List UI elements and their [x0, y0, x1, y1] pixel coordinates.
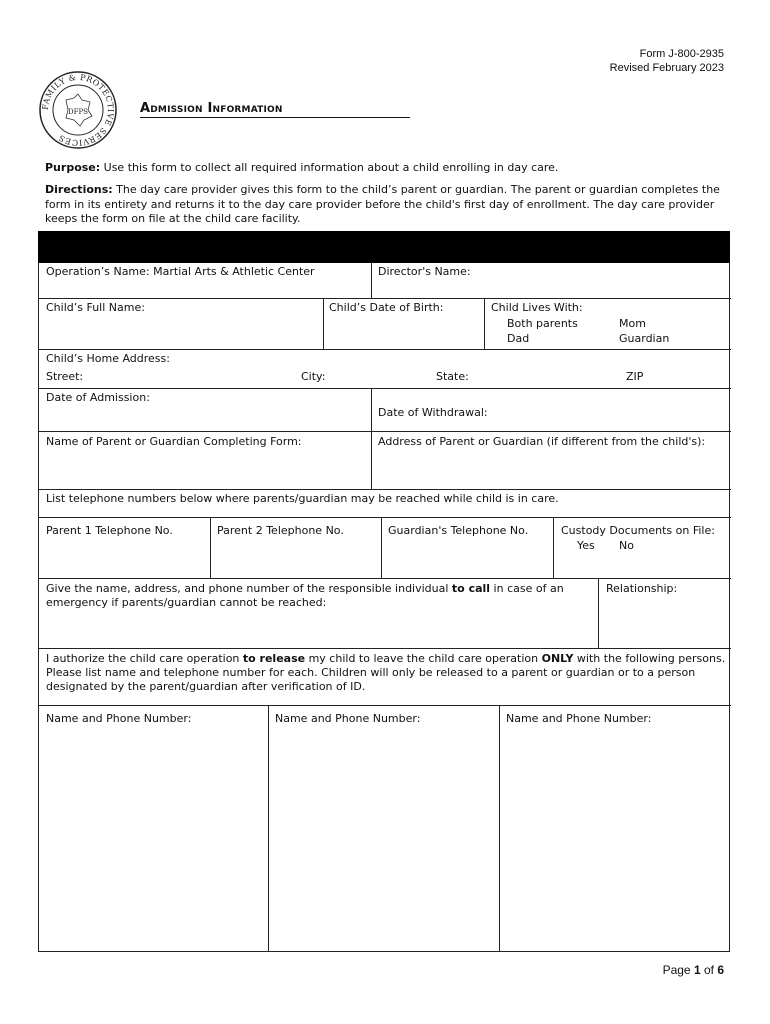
- home-address-label: Child’s Home Address:: [46, 352, 170, 365]
- release-name-phone-2[interactable]: Name and Phone Number:: [275, 712, 421, 725]
- seal-text: FAMILY & PROTECTIVE SERVICES: [40, 72, 116, 148]
- lives-mom-option[interactable]: Mom: [619, 317, 646, 330]
- custody-no-option[interactable]: No: [619, 539, 634, 552]
- child-dob-field[interactable]: Child’s Date of Birth:: [329, 301, 444, 314]
- seal-center-text: DFPS: [68, 108, 88, 116]
- child-full-name-field[interactable]: Child’s Full Name:: [46, 301, 145, 314]
- zip-field[interactable]: ZIP: [626, 370, 644, 383]
- custody-yes-option[interactable]: Yes: [577, 539, 595, 552]
- release-name-phone-3[interactable]: Name and Phone Number:: [506, 712, 652, 725]
- lives-dad-option[interactable]: Dad: [507, 332, 530, 345]
- operation-name-label: Operation’s Name: Martial Arts & Athletic Center: [46, 265, 315, 278]
- parent-address-field[interactable]: Address of Parent or Guardian (if different from the child's):: [378, 435, 706, 448]
- city-field[interactable]: City:: [301, 370, 326, 383]
- dfps-seal-logo: [38, 70, 118, 150]
- page-title: Admission Information: [140, 101, 410, 118]
- parent-completing-field[interactable]: Name of Parent or Guardian Completing Form:: [46, 435, 302, 448]
- date-withdrawal-field[interactable]: Date of Withdrawal:: [378, 406, 488, 419]
- revised-date: Revised February 2023: [609, 62, 724, 74]
- child-lives-with-label: Child Lives With:: [491, 301, 583, 314]
- admission-form-table: [38, 263, 730, 952]
- directions-text: Directions: The day care provider gives this form to the child’s parent or guardian. The parent or guardian completes the form in its entirety and returns it to the day care provider before the child's first day of enrollment. The day care provider keeps the form on file at the child care facility.: [45, 183, 720, 225]
- lives-guardian-option[interactable]: Guardian: [619, 332, 670, 345]
- state-field[interactable]: State:: [436, 370, 469, 383]
- parent1-phone-field[interactable]: Parent 1 Telephone No.: [46, 524, 173, 537]
- director-name-field[interactable]: Director's Name:: [378, 265, 471, 278]
- guardian-phone-field[interactable]: Guardian's Telephone No.: [388, 524, 529, 537]
- emergency-contact-field[interactable]: Give the name, address, and phone number of the responsible individual to call in case of an emergency if parents/guardian cannot be reached:: [46, 582, 564, 609]
- custody-docs-label: Custody Documents on File:: [561, 524, 715, 537]
- relationship-field[interactable]: Relationship:: [606, 582, 678, 595]
- page-number: Page 1 of 6: [662, 963, 724, 977]
- form-number: Form J-800-2935: [639, 48, 724, 60]
- street-field[interactable]: Street:: [46, 370, 84, 383]
- purpose-text: Purpose: Use this form to collect all required information about a child enrolling in day care.: [45, 161, 559, 174]
- section-header-bar: [38, 231, 730, 263]
- lives-both-parents-option[interactable]: Both parents: [507, 317, 578, 330]
- form-number-block: [610, 47, 724, 75]
- parent2-phone-field[interactable]: Parent 2 Telephone No.: [217, 524, 344, 537]
- phone-instructions: List telephone numbers below where parents/guardian may be reached while child is in care.: [46, 492, 559, 505]
- release-authorization-text: I authorize the child care operation to release my child to leave the child care operation ONLY with the following persons. Please list name and telephone number for each. Children will only be released to a parent or guardian or to a person designated by the parent/guardian after verification of ID.: [46, 652, 726, 693]
- date-admission-field[interactable]: Date of Admission:: [46, 391, 150, 404]
- release-name-phone-1[interactable]: Name and Phone Number:: [46, 712, 192, 725]
